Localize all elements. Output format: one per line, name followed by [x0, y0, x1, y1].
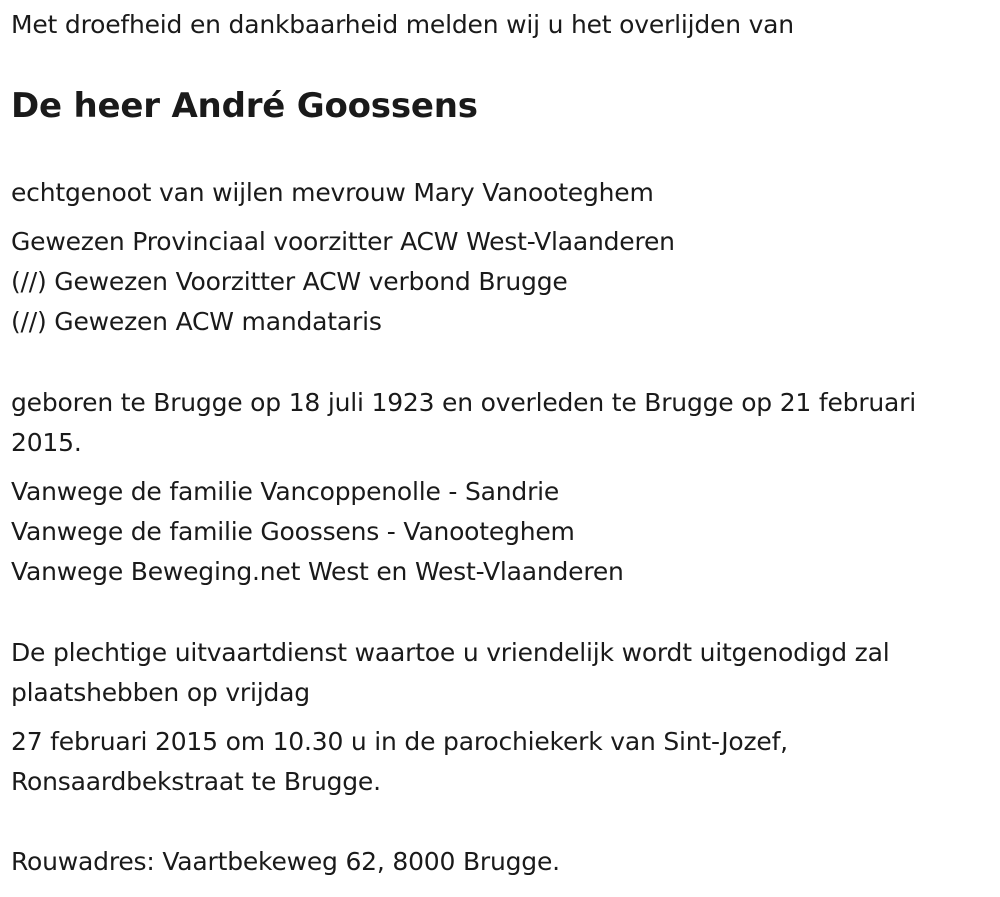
service-invitation-line: plaatshebben op vrijdag	[11, 678, 310, 707]
function-line: (//) Gewezen Voorzitter ACW verbond Brugge	[11, 267, 568, 296]
birth-death-line: geboren te Brugge op 18 juli 1923 en overleden te Brugge op 21 februari	[11, 388, 917, 417]
deceased-name: De heer André Goossens	[11, 86, 478, 126]
family-line: Vanwege de familie Goossens - Vanooteghem	[11, 517, 575, 546]
service-details-line: Ronsaardbekstraat te Brugge.	[11, 767, 381, 796]
family-line: Vanwege de familie Vancoppenolle - Sandrie	[11, 477, 560, 506]
spouse-text: echtgenoot van wijlen mevrouw Mary Vanooteghem	[11, 178, 654, 207]
function-line: Gewezen Provinciaal voorzitter ACW West-Vlaanderen	[11, 227, 675, 256]
functions-block	[11, 222, 675, 342]
family-line: Vanwege Beweging.net West en West-Vlaanderen	[11, 557, 624, 586]
intro-text: Met droefheid en dankbaarheid melden wij u het overlijden van	[11, 10, 794, 39]
birth-death-line: 2015.	[11, 428, 82, 457]
service-invitation-line: De plechtige uitvaartdienst waartoe u vriendelijk wordt uitgenodigd zal	[11, 638, 890, 667]
service-details-block	[11, 722, 788, 802]
function-line: (//) Gewezen ACW mandataris	[11, 307, 382, 336]
service-details-line: 27 februari 2015 om 10.30 u in de parochiekerk van Sint-Jozef,	[11, 727, 788, 756]
address-block	[11, 842, 560, 882]
service-invitation-block	[11, 633, 889, 713]
spouse-block	[11, 173, 654, 213]
families-block	[11, 472, 624, 592]
birth-death-block	[11, 383, 916, 463]
mourning-address: Rouwadres: Vaartbekeweg 62, 8000 Brugge.	[11, 847, 560, 876]
